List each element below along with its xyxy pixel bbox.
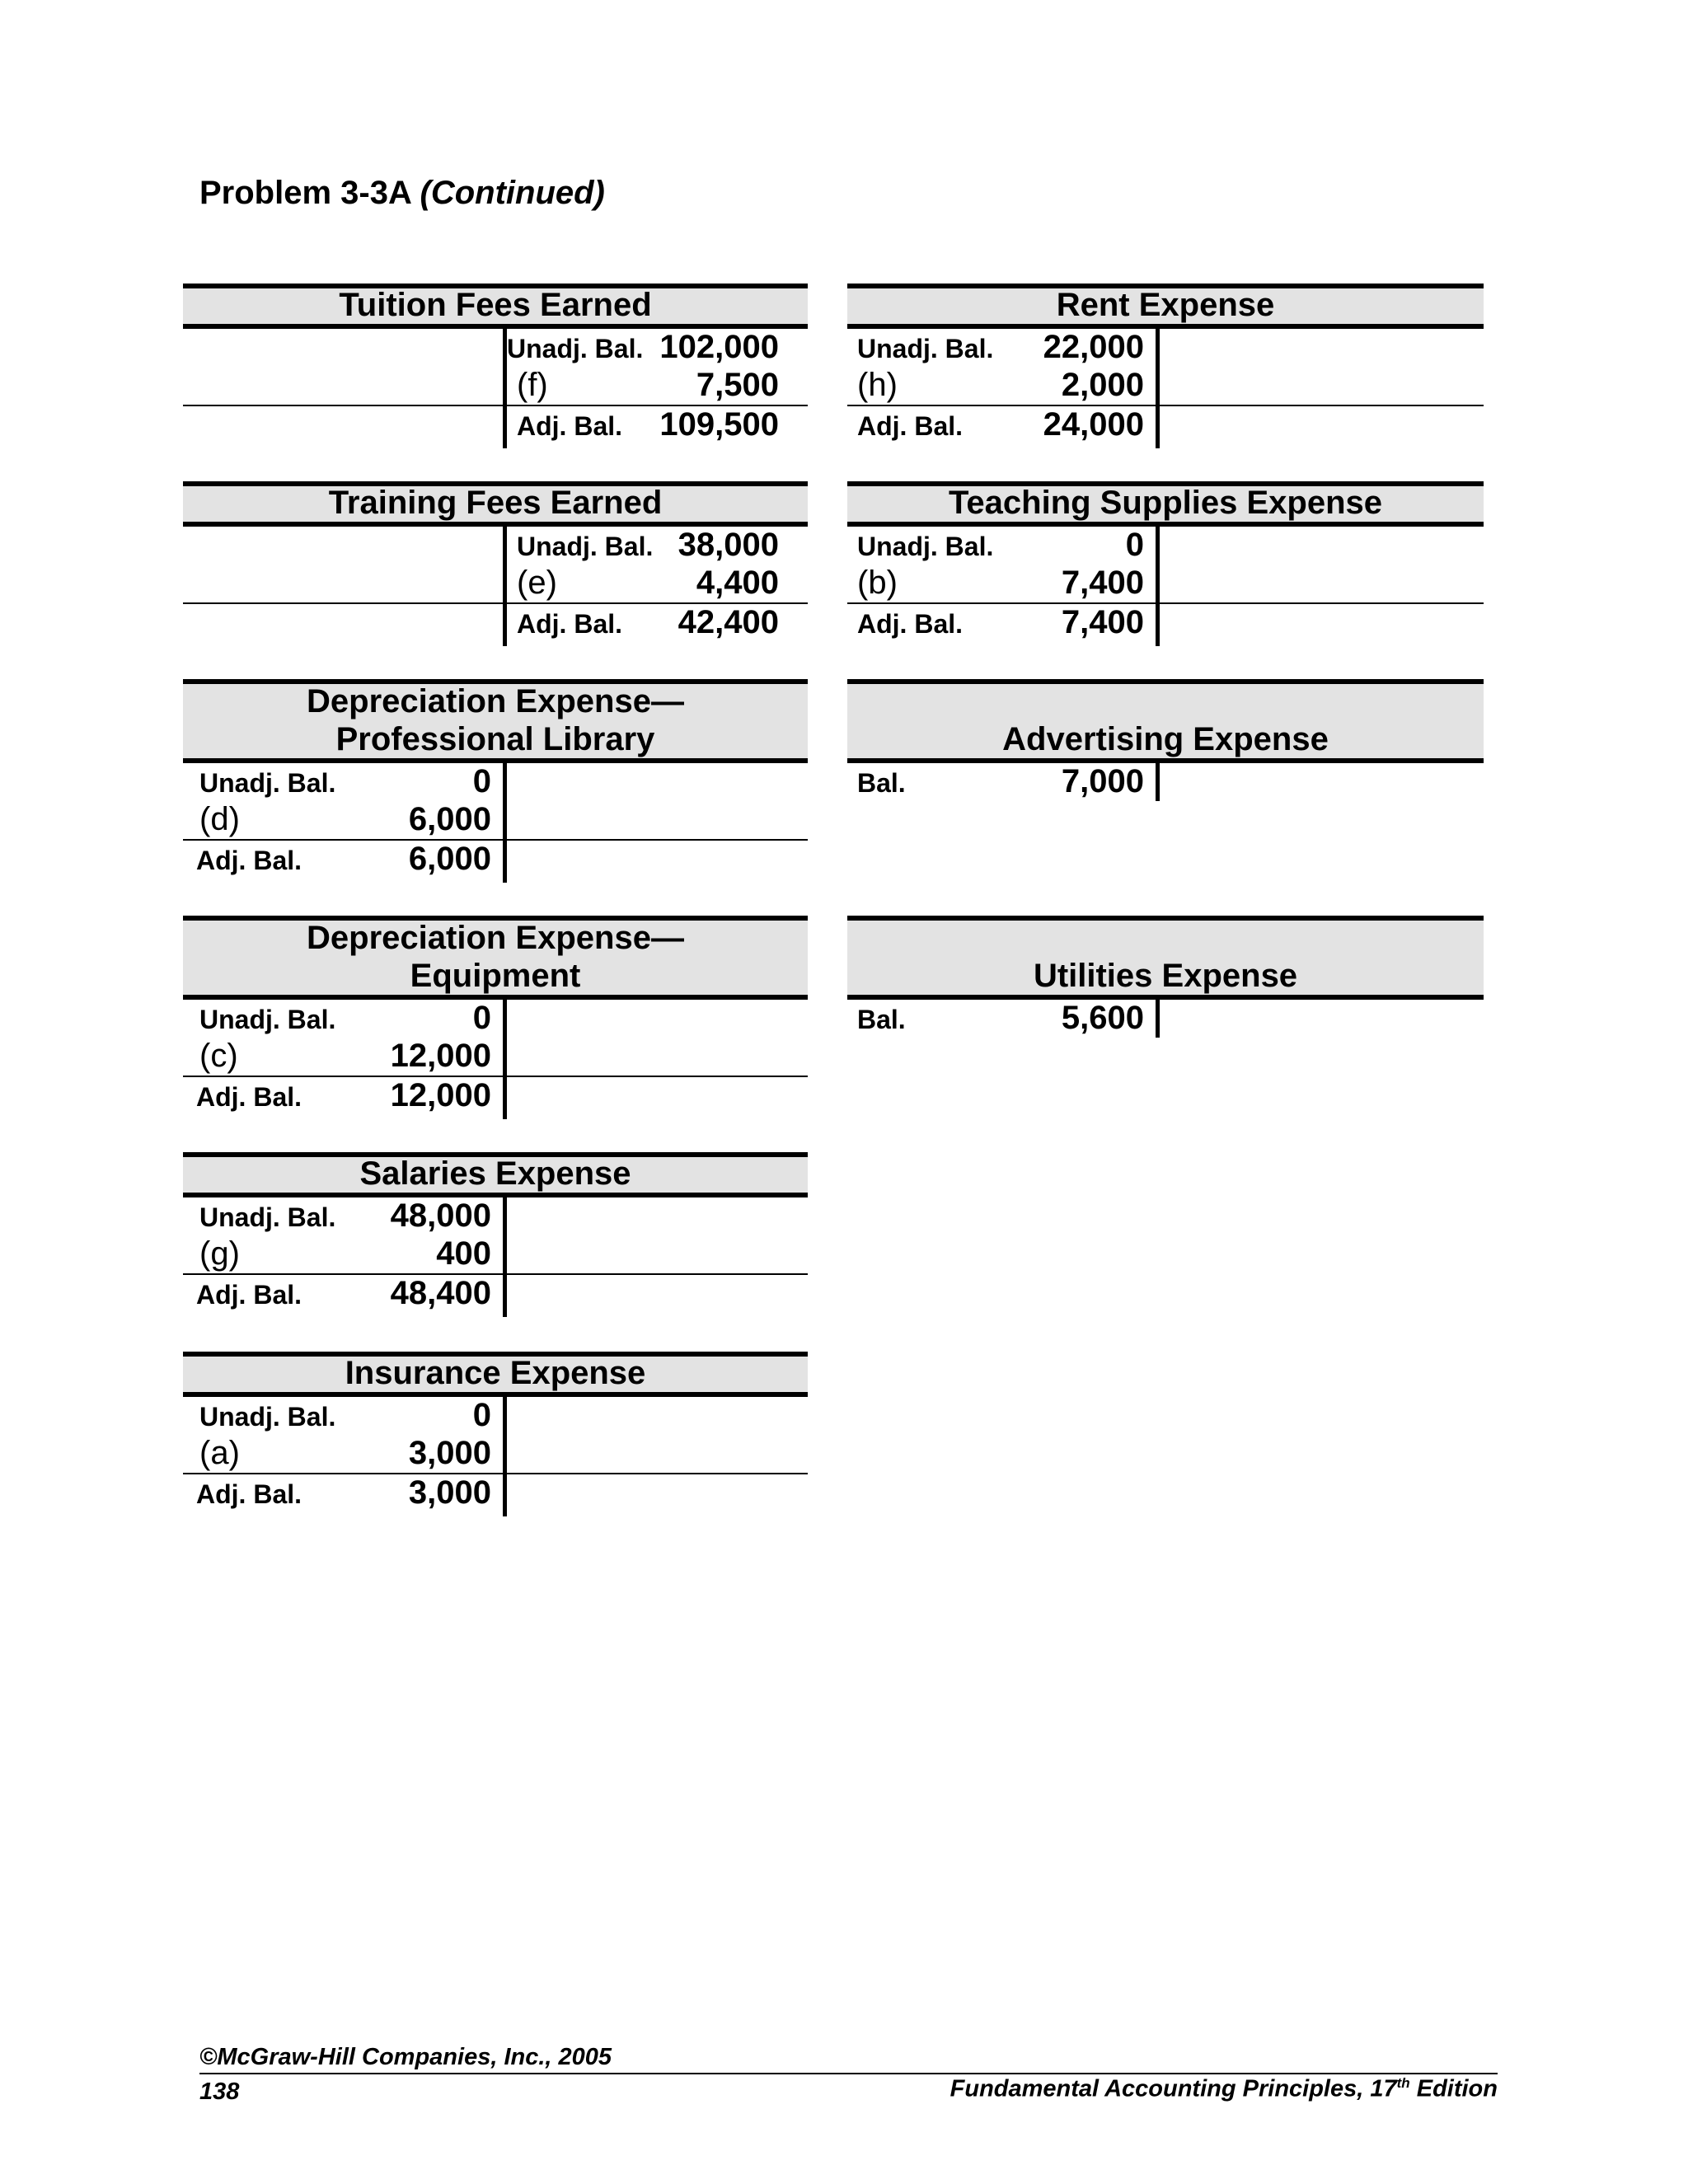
footer-divider	[199, 2073, 1498, 2074]
t-account-insurance-expense	[183, 1352, 808, 1516]
entry-row: Bal. 7,000	[857, 763, 1144, 799]
account-title: Insurance Expense	[183, 1352, 808, 1397]
t-account-divider	[1156, 763, 1160, 801]
entry-row: Adj. Bal. 42,400	[517, 604, 779, 640]
page-title	[199, 175, 605, 212]
t-account-divider	[503, 1397, 507, 1516]
entry-row: Adj. Bal. 48,400	[196, 1275, 491, 1311]
entry-row: Unadj. Bal. 22,000	[857, 329, 1144, 365]
entry-row: (g) 400	[199, 1235, 491, 1272]
t-account-advertising-expense	[847, 679, 1484, 804]
entry-row: (f) 7,500	[517, 367, 779, 403]
account-title: Advertising Expense	[847, 679, 1484, 763]
t-account-teaching-supplies-expense	[847, 481, 1484, 646]
t-account-divider	[503, 763, 507, 883]
entry-row: Unadj. Bal. 0	[857, 527, 1144, 563]
entry-row: Adj. Bal. 3,000	[196, 1474, 491, 1511]
account-title: Depreciation Expense— Equipment	[183, 916, 808, 1000]
entry-row: Adj. Bal. 6,000	[196, 841, 491, 877]
page-number: 138	[199, 2079, 240, 2105]
t-account-divider	[1156, 527, 1160, 646]
t-account-depreciation-equipment	[183, 916, 808, 1119]
account-title: Salaries Expense	[183, 1152, 808, 1197]
account-title: Teaching Supplies Expense	[847, 481, 1484, 527]
entry-row: Bal. 5,600	[857, 1000, 1144, 1036]
entry-row: Adj. Bal. 7,400	[857, 604, 1144, 640]
entry-row: (h) 2,000	[857, 367, 1144, 403]
entry-row: Adj. Bal. 109,500	[517, 406, 779, 443]
account-title: Utilities Expense	[847, 916, 1484, 1000]
t-account-divider	[1156, 329, 1160, 448]
entry-row: Unadj. Bal. 0	[199, 1397, 491, 1433]
t-account-rent-expense	[847, 284, 1484, 448]
problem-suffix: (Continued)	[420, 175, 605, 211]
t-account-tuition-fees-earned	[183, 284, 808, 448]
entry-row: (d) 6,000	[199, 801, 491, 837]
entry-row: Adj. Bal. 12,000	[196, 1077, 491, 1113]
account-title: Depreciation Expense— Professional Library	[183, 679, 808, 763]
entry-row: Unadj. Bal. 0	[199, 763, 491, 799]
t-account-divider	[1156, 1000, 1160, 1038]
account-title: Training Fees Earned	[183, 481, 808, 527]
entry-row: Unadj. Bal. 0	[199, 1000, 491, 1036]
entry-row: Unadj. Bal. 38,000	[517, 527, 779, 563]
account-title: Rent Expense	[847, 284, 1484, 329]
copyright-notice: ©McGraw-Hill Companies, Inc., 2005	[199, 2044, 612, 2070]
t-account-salaries-expense	[183, 1152, 808, 1317]
entry-row: (e) 4,400	[517, 565, 779, 601]
t-account-depreciation-library	[183, 679, 808, 883]
entry-row: Adj. Bal. 24,000	[857, 406, 1144, 443]
t-account-divider	[503, 1000, 507, 1119]
entry-row: Unadj. Bal. 102,000	[507, 329, 779, 365]
entry-row: Unadj. Bal. 48,000	[199, 1197, 491, 1234]
entry-row: (c) 12,000	[199, 1038, 491, 1074]
t-account-training-fees-earned	[183, 481, 808, 646]
problem-number: Problem 3-3A	[199, 175, 411, 211]
t-account-divider	[503, 1197, 507, 1317]
entry-row: (a) 3,000	[199, 1435, 491, 1471]
t-account-utilities-expense	[847, 916, 1484, 1041]
account-title: Tuition Fees Earned	[183, 284, 808, 329]
entry-row: (b) 7,400	[857, 565, 1144, 601]
t-account-divider	[503, 527, 507, 646]
book-title: Fundamental Accounting Principles, 17th Edition	[950, 2075, 1498, 2102]
